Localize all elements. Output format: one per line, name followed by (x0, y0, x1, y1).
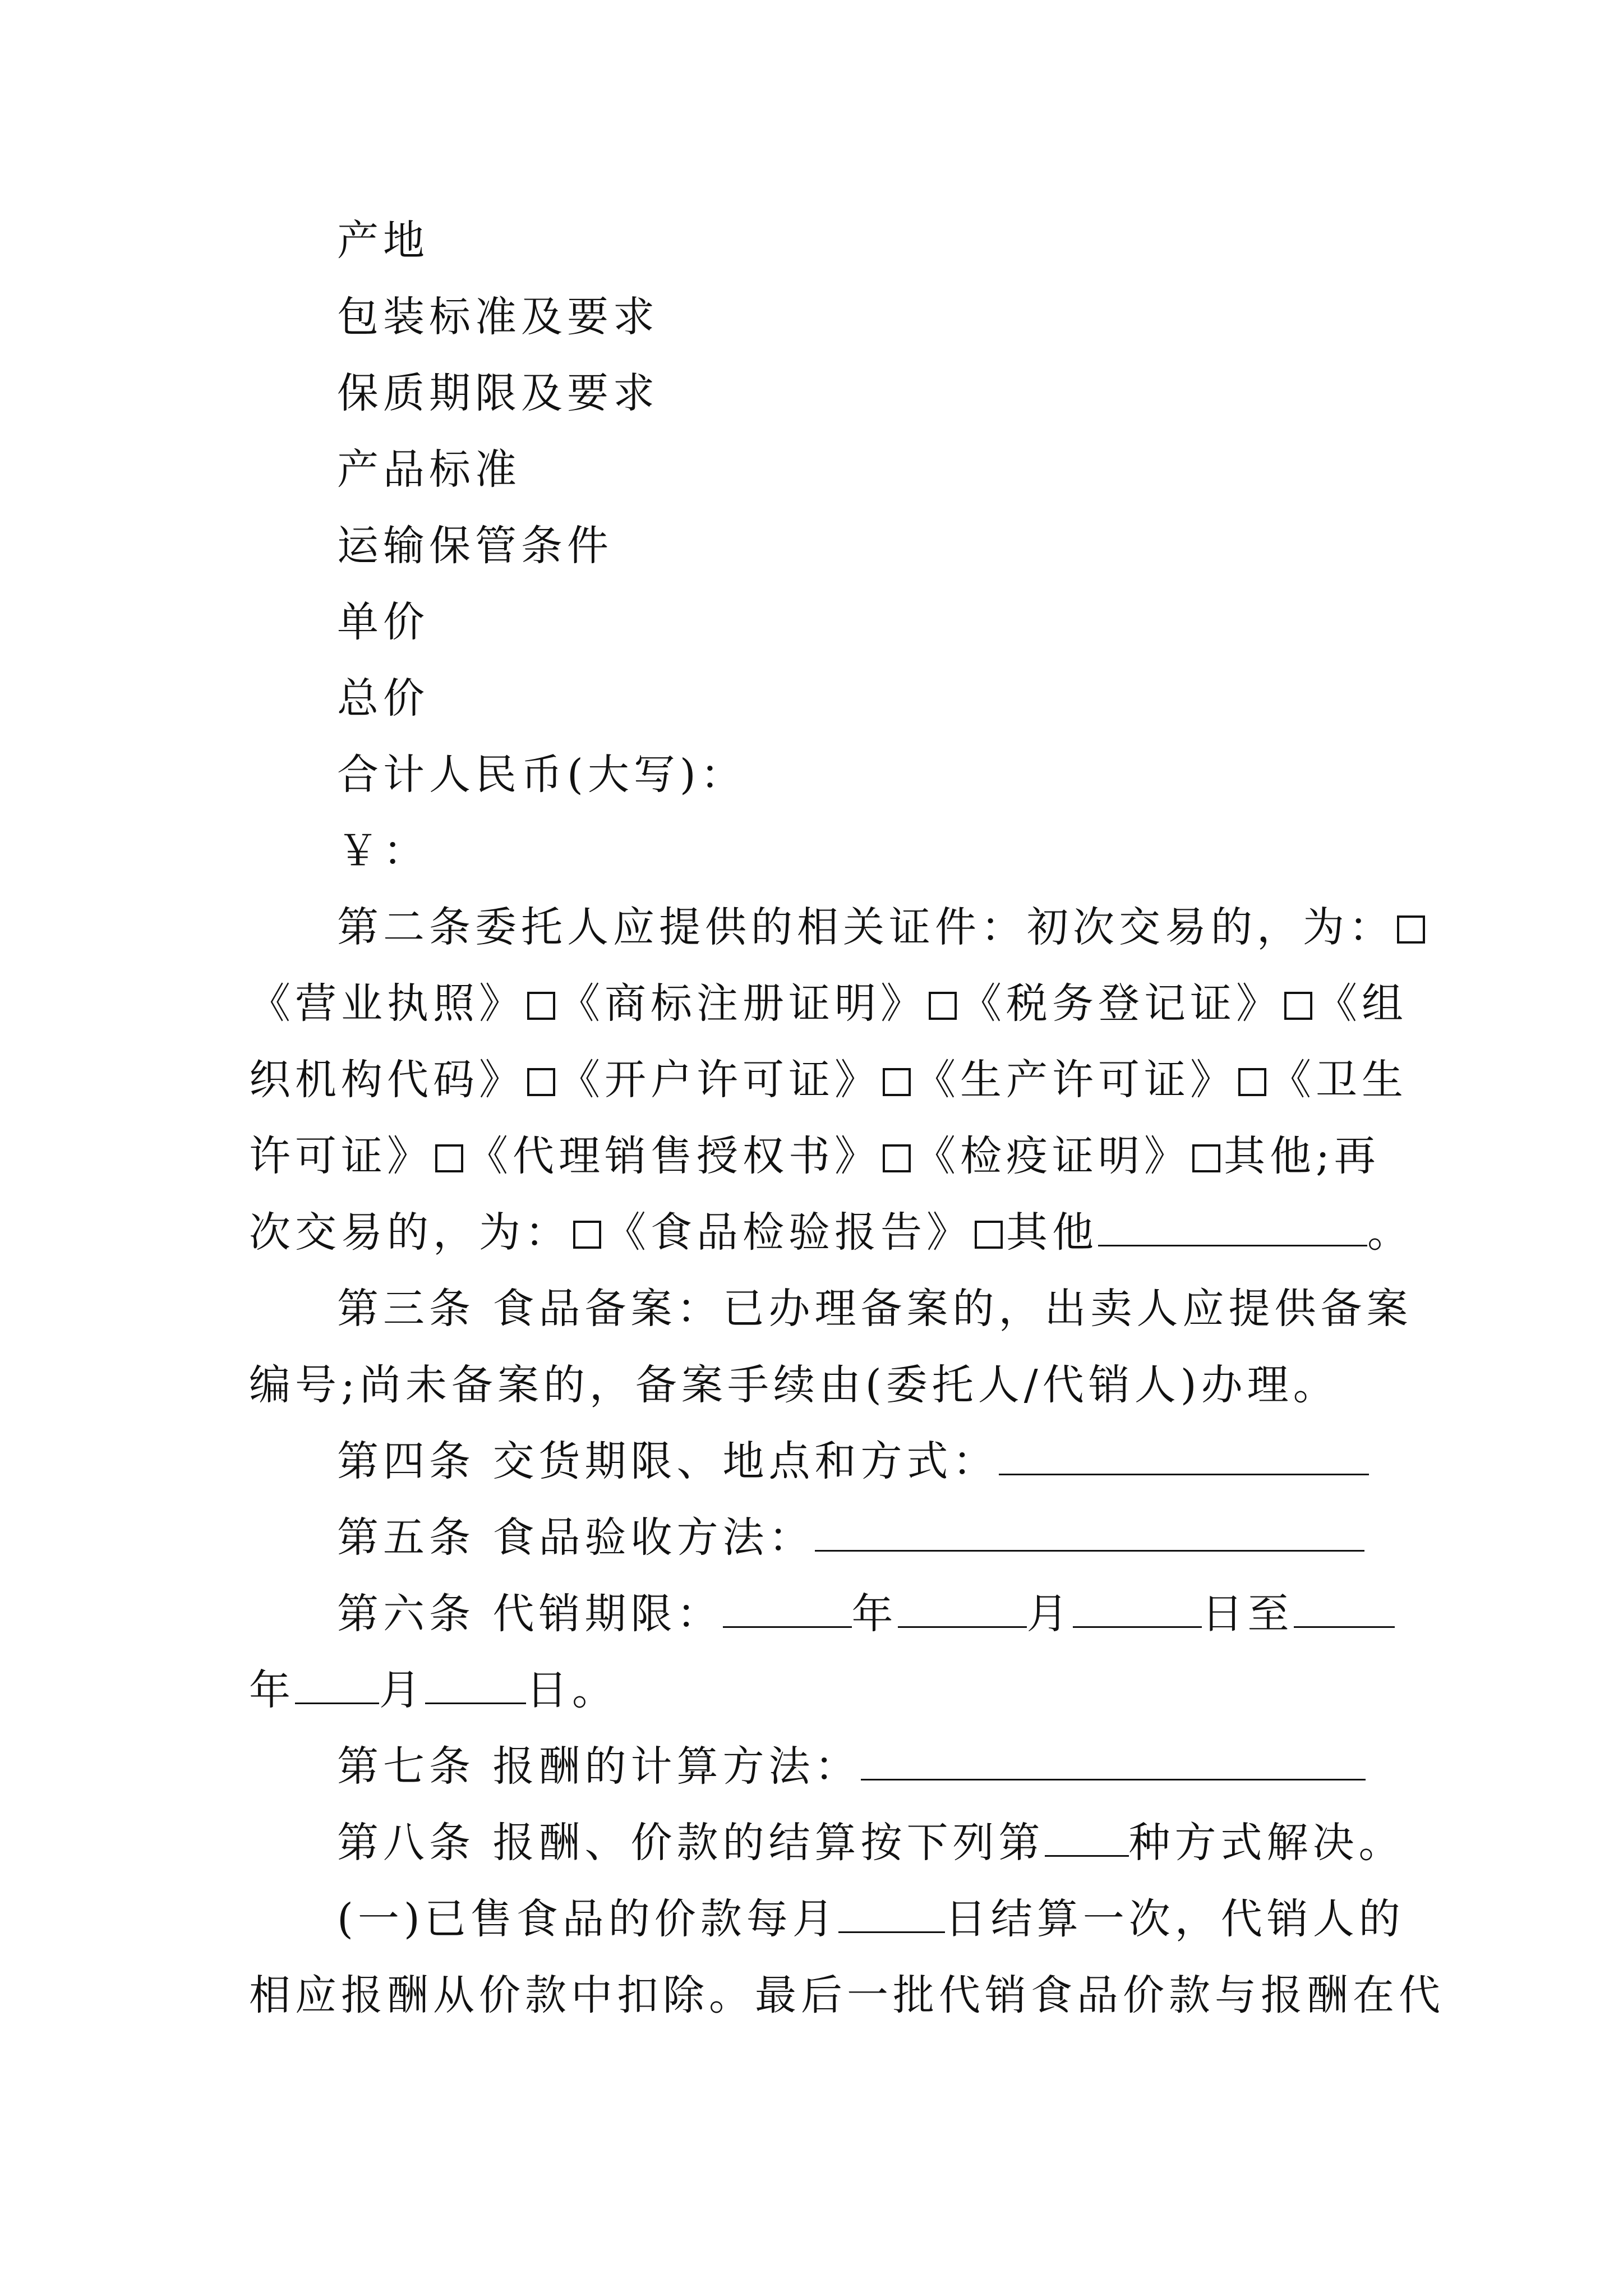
clause1-line-1 (337, 1895, 1405, 1943)
art8-lead: 第八条 报酬、价款的结算按下列第 (337, 1819, 1045, 1867)
start-month-blank[interactable] (898, 1594, 1027, 1628)
item-shelf-life: 保质期限及要求 (337, 369, 659, 417)
checkbox-production[interactable] (883, 1068, 911, 1096)
doc-tax: 《税务登记证》 (960, 979, 1282, 1028)
checkbox-business-license[interactable] (1397, 915, 1425, 944)
art4-text: 第四条 交货期限、地点和方式： (337, 1437, 999, 1485)
art7-text: 第七条 报酬的计算方法： (337, 1742, 861, 1791)
end-day-blank[interactable] (425, 1670, 526, 1704)
item-origin: 产地 (337, 217, 429, 265)
item-total-rmb: 合计人民币(大写)： (337, 751, 746, 799)
doc-repeat-other: 其他 (1006, 1208, 1098, 1257)
doc-other-then: 其他;再 (1224, 1132, 1380, 1180)
end-year-blank[interactable] (1294, 1594, 1395, 1628)
doc-account: 《开户许可证》 (559, 1056, 880, 1104)
checkbox-food-inspection[interactable] (573, 1221, 601, 1249)
doc-health-b: 许可证》 (249, 1132, 433, 1180)
art2-lead: 第二条委托人应提供的相关证件：初次交易的，为： (337, 903, 1395, 951)
art6-lead: 第六条 代销期限： (337, 1590, 723, 1638)
item-unit-price: 单价 (337, 598, 429, 646)
doc-agency: 《代理销售授权书》 (467, 1132, 880, 1180)
method-number-blank[interactable] (1045, 1823, 1129, 1857)
art2-line-4 (249, 1132, 1380, 1180)
acceptance-blank[interactable] (815, 1517, 1364, 1552)
art2-line-1 (337, 903, 1428, 951)
delivery-blank[interactable] (999, 1441, 1369, 1475)
art8-tail: 种方式解决。 (1128, 1819, 1405, 1867)
art6-year-2: 年 (249, 1666, 295, 1714)
art7-line (337, 1742, 1366, 1791)
item-yuan: ￥： (337, 827, 429, 875)
item-transport: 运输保管条件 (337, 522, 613, 570)
art6-year: 年 (851, 1590, 898, 1638)
art8-line (337, 1819, 1405, 1867)
end-month-blank[interactable] (295, 1670, 379, 1704)
settlement-day-blank[interactable] (838, 1899, 945, 1933)
start-year-blank[interactable] (723, 1594, 852, 1628)
art4-line (337, 1437, 1369, 1485)
art3-line-1: 第三条 食品备案：已办理备案的，出卖人应提供备案 (337, 1285, 1413, 1333)
art6-line-1 (337, 1590, 1395, 1638)
item-packaging: 包装标准及要求 (337, 293, 659, 341)
art2-line-2 (249, 979, 1408, 1028)
other-blank[interactable] (1098, 1212, 1367, 1246)
art6-line-2 (249, 1666, 618, 1714)
item-product-standard: 产品标准 (337, 445, 521, 494)
art2-line-5 (249, 1208, 1413, 1257)
doc-food-inspection: 《食品检验报告》 (605, 1208, 972, 1257)
art5-text: 第五条 食品验收方法： (337, 1513, 815, 1562)
checkbox-agency[interactable] (435, 1144, 463, 1172)
checkbox-account[interactable] (527, 1068, 555, 1096)
art2-line-3 (249, 1056, 1408, 1104)
checkbox-tax[interactable] (929, 992, 957, 1020)
checkbox-org-code[interactable] (1284, 992, 1312, 1020)
art6-day-end: 日。 (526, 1666, 618, 1714)
start-day-blank[interactable] (1073, 1594, 1202, 1628)
doc-production: 《生产许可证》 (914, 1056, 1236, 1104)
art5-line (337, 1513, 1364, 1562)
clause1-tail: 日结算一次，代销人的 (944, 1895, 1405, 1943)
art3-line-2: 编号;尚未备案的，备案手续由(委托人/代销人)办理。 (249, 1361, 1339, 1409)
doc-trademark: 《商标注册证明》 (559, 979, 926, 1028)
doc-quarantine: 《检疫证明》 (914, 1132, 1190, 1180)
clause1-lead: (一)已售食品的价款每月 (337, 1895, 838, 1943)
doc-health-a: 《卫生 (1270, 1056, 1408, 1104)
doc-org-code-b: 织机构代码》 (249, 1056, 525, 1104)
clause1-line-2: 相应报酬从价款中扣除。最后一批代销食品价款与报酬在代 (249, 1971, 1445, 2019)
doc-org-code-a: 《组 (1316, 979, 1408, 1028)
checkbox-health[interactable] (1238, 1068, 1266, 1096)
art6-day-to: 日至 (1201, 1590, 1294, 1638)
art6-month: 月 (1026, 1590, 1073, 1638)
checkbox-quarantine[interactable] (883, 1144, 911, 1172)
doc-business-license: 《营业执照》 (249, 979, 525, 1028)
art2-period: 。 (1367, 1208, 1413, 1257)
item-total-price: 总价 (337, 674, 429, 723)
reward-method-blank[interactable] (861, 1746, 1366, 1780)
checkbox-repeat-other[interactable] (975, 1221, 1003, 1249)
checkbox-other[interactable] (1192, 1144, 1220, 1172)
art6-month-2: 月 (379, 1666, 425, 1714)
repeat-lead: 次交易的，为： (249, 1208, 571, 1257)
checkbox-trademark[interactable] (527, 992, 555, 1020)
